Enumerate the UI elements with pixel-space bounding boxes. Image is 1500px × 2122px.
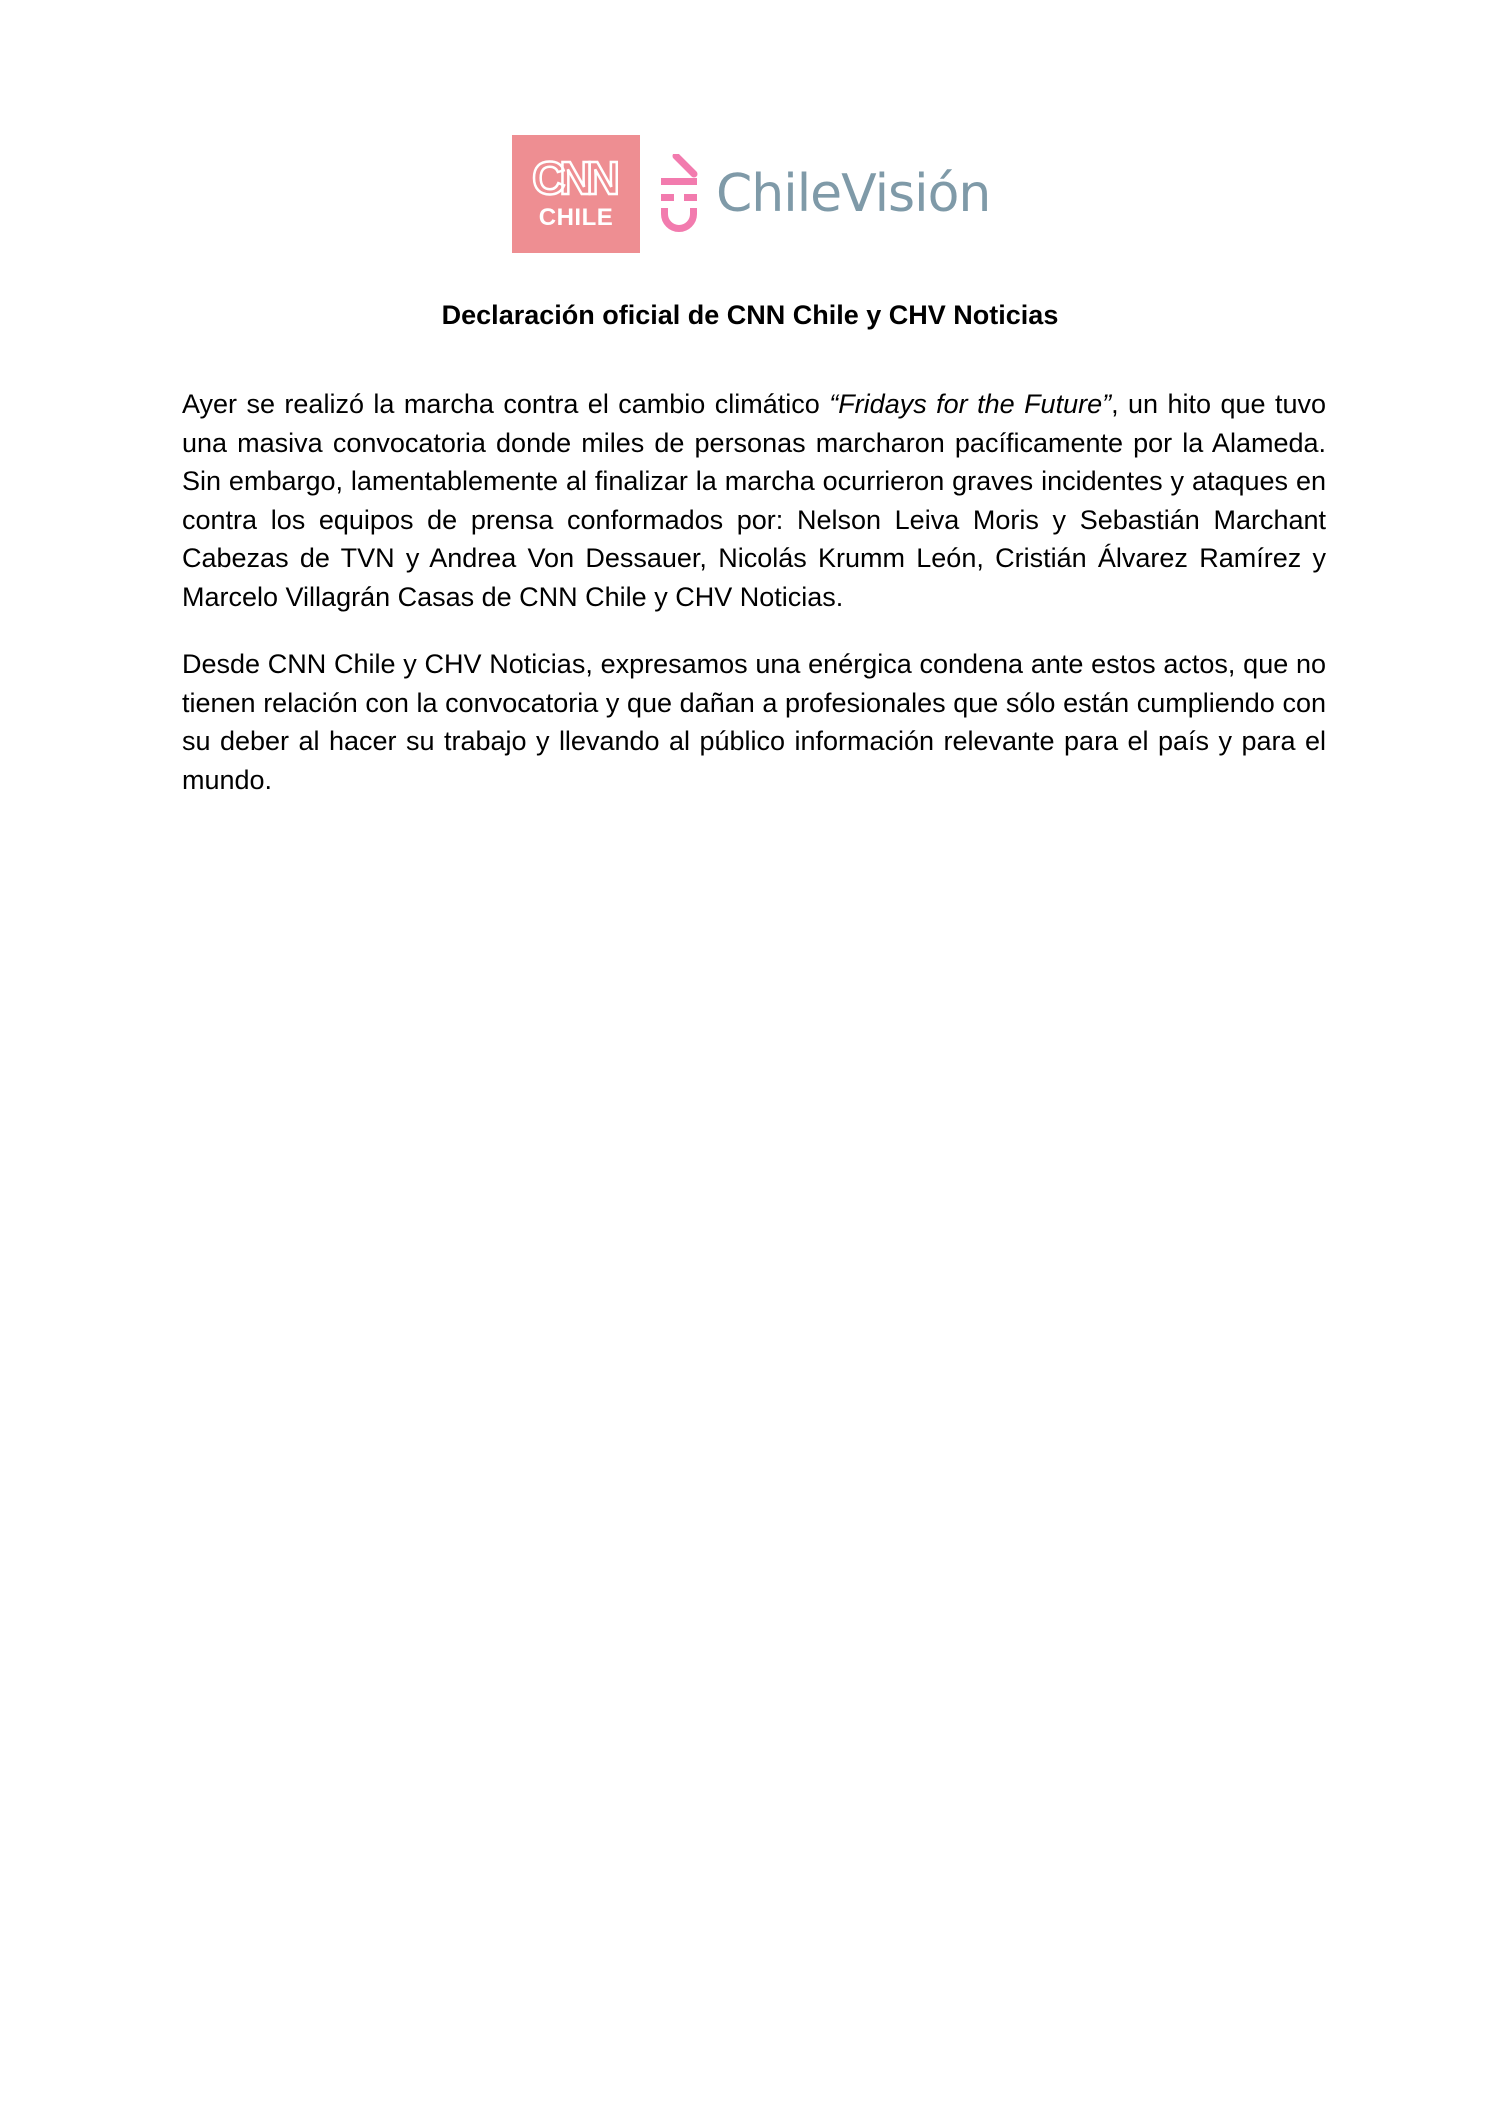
paragraph-1-rest: , un hito que tuvo una masiva convocatoria donde miles de personas marcharon pacíficamente por la Alameda. Sin embargo, lamentablemente al finalizar la marcha ocurrieron graves incidentes y ataques en contra los equipos de prensa conformados por: Nelson Leiva Moris y Sebastián Marchant Cabezas de TVN y Andrea Von Dessauer, Nicolás Krumm León, Cristián Álvarez Ramírez y Marcelo Villagrán Casas de CNN Chile y CHV Noticias.: [182, 389, 1326, 612]
paragraph-1-start: Ayer se realizó la marcha contra el cambio climático: [182, 389, 830, 419]
paragraph-2-text: Desde CNN Chile y CHV Noticias, expresamos una enérgica condena ante estos actos, que no tienen relación con la convocatoria y que dañan a profesionales que sólo están cumpliendo con su deber al hacer su trabajo y llevando al público información relevante para el país y para el mundo.: [182, 649, 1326, 795]
cnn-logo-subtitle: CHILE: [538, 204, 614, 231]
chilevision-logo: [658, 154, 990, 234]
event-name-italic: “Fridays for the Future”: [829, 389, 1112, 419]
chilevision-icon: [658, 154, 700, 234]
document-title: Declaración oficial de CNN Chile y CHV Noticias: [441, 300, 1059, 330]
header-logos: [512, 134, 990, 254]
cnn-logo-mark: CNN: [532, 152, 614, 204]
chilevision-wordmark: ChileVisión: [716, 164, 991, 224]
paragraph-1: [182, 385, 1326, 616]
paragraph-2: [182, 645, 1326, 799]
cnn-chile-logo: [512, 135, 640, 253]
